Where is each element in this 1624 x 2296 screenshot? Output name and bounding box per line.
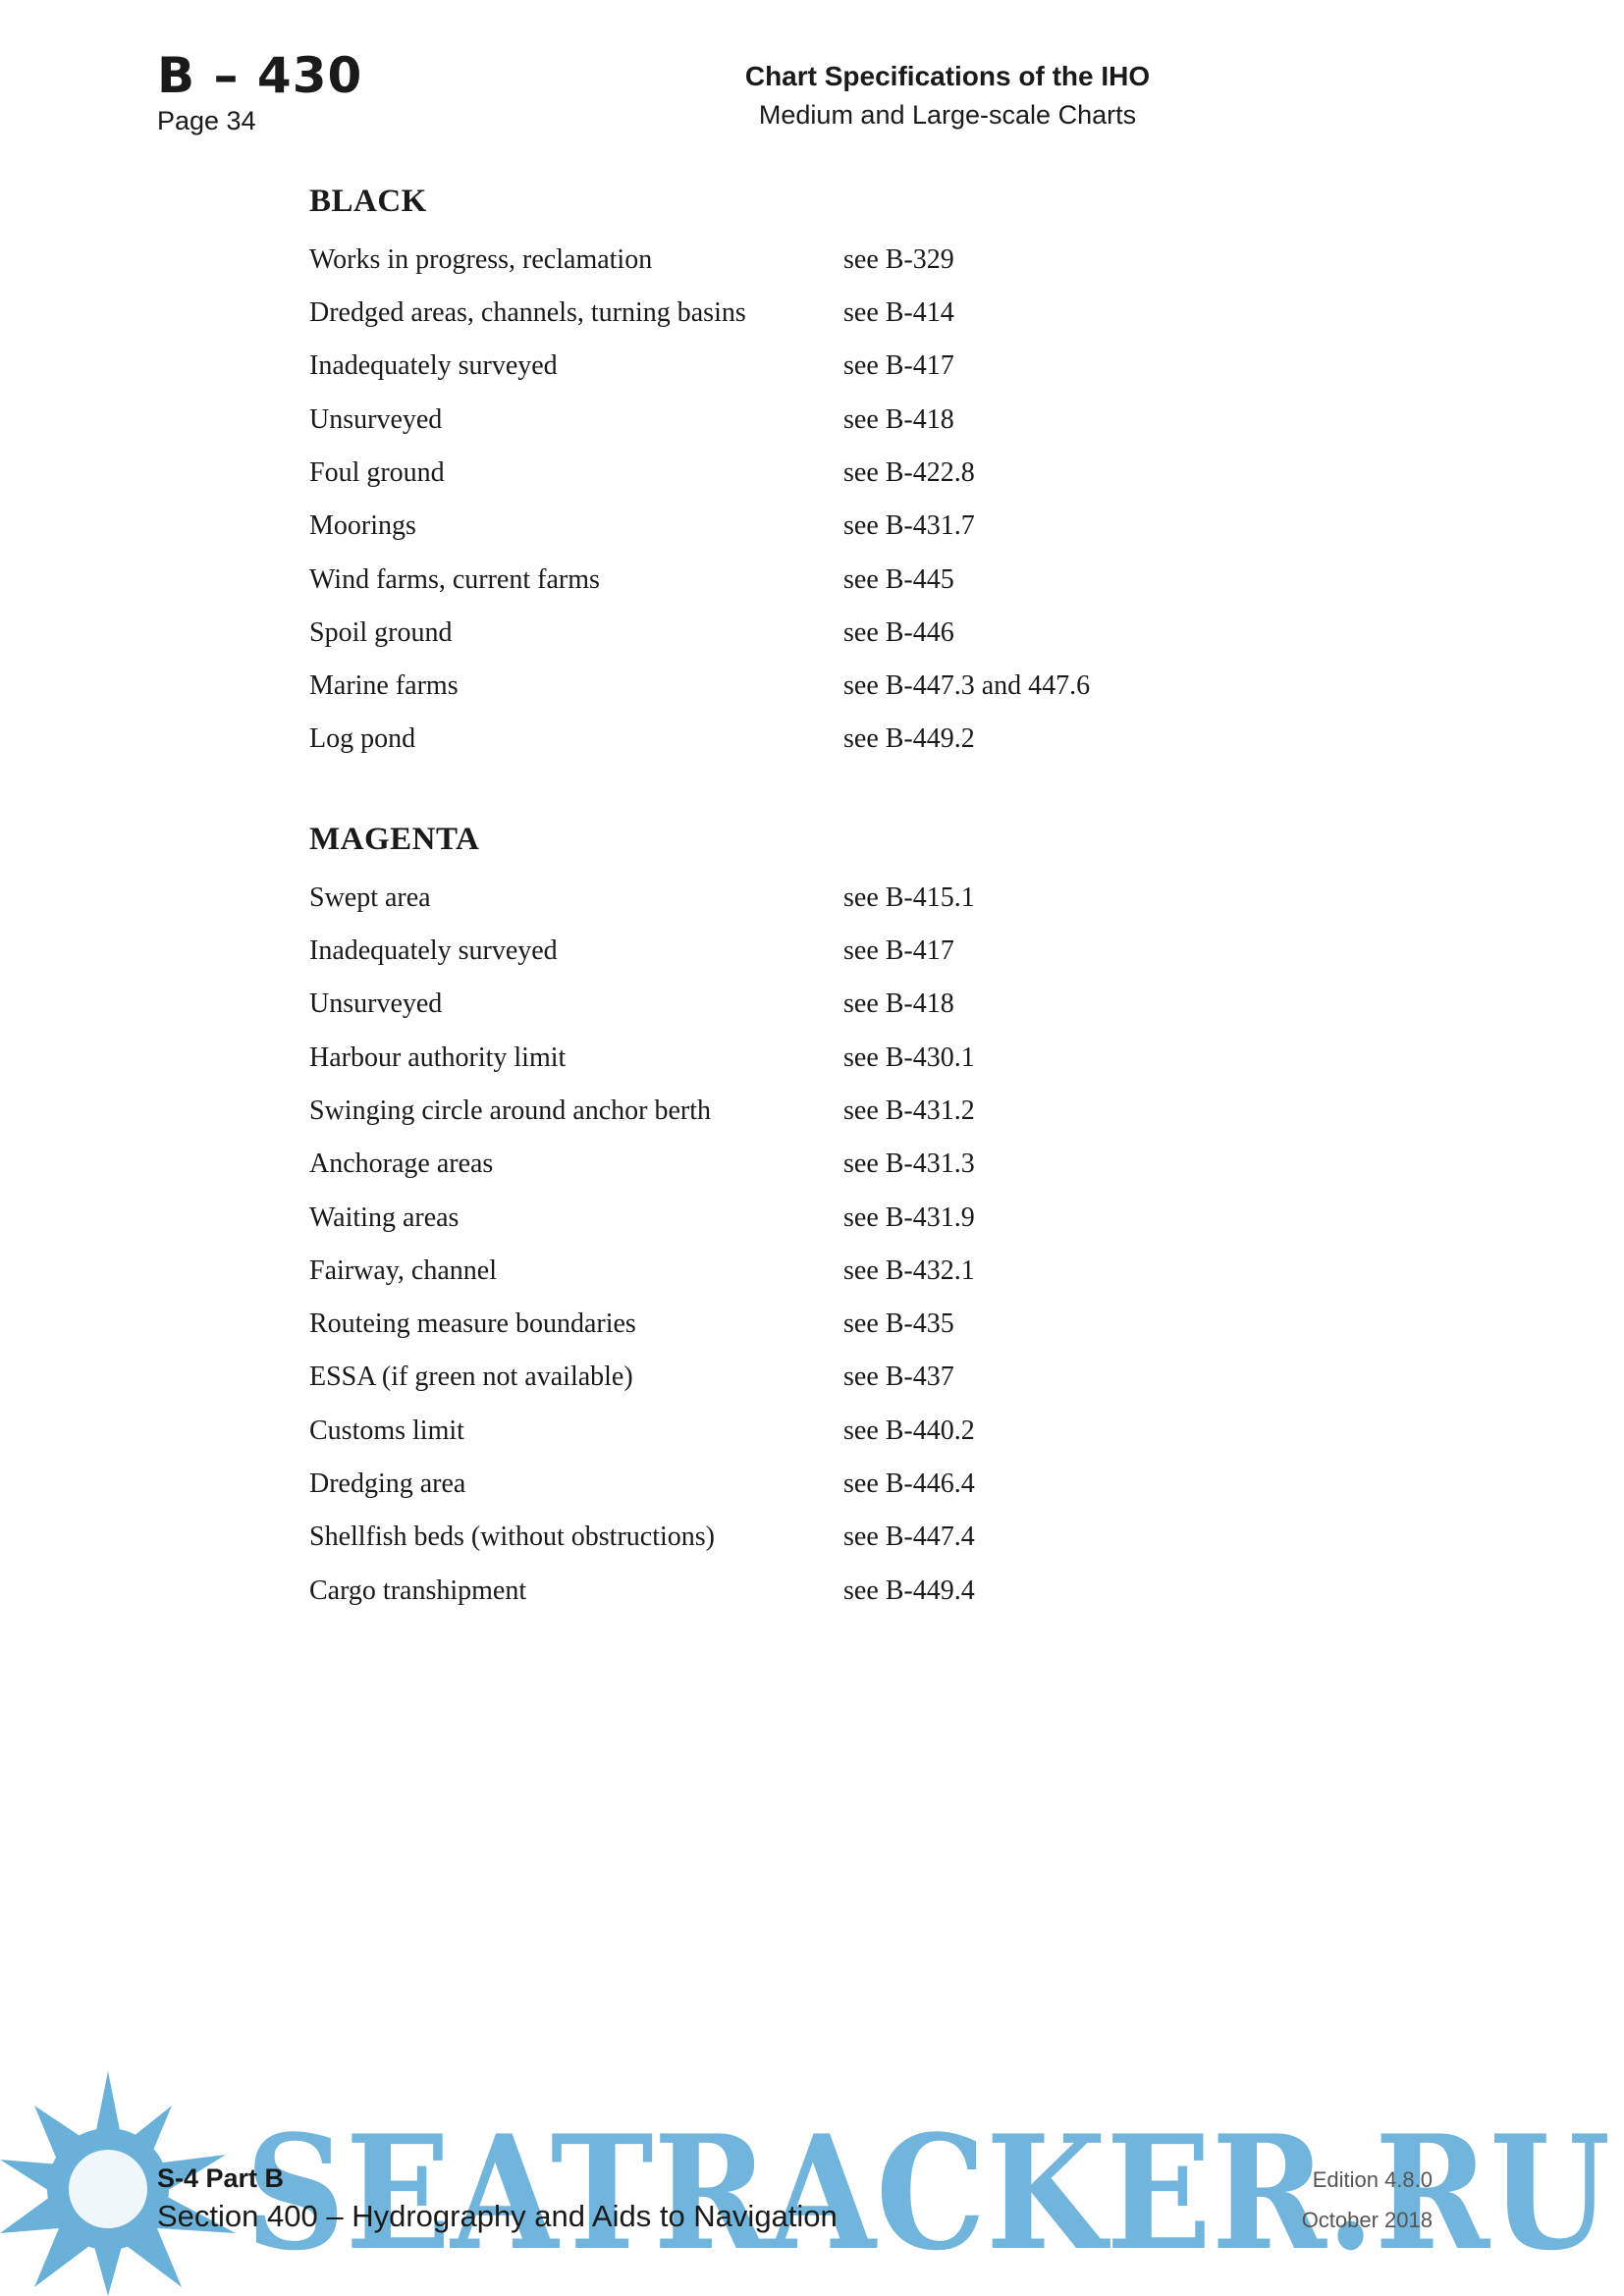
page-number: Page 34	[157, 106, 256, 135]
item-name: Routeing measure boundaries	[309, 1308, 636, 1340]
item-reference: see B-431.3	[843, 1148, 975, 1180]
list-item	[309, 500, 1193, 553]
list-item	[309, 925, 1193, 978]
footer-section: Section 400 – Hydrography and Aids to Navigation	[157, 2199, 838, 2233]
item-reference: see B-414	[843, 297, 954, 329]
magenta-section	[309, 821, 1193, 1618]
list-item	[309, 1245, 1193, 1298]
item-reference: see B-415.1	[843, 881, 975, 913]
black-section	[309, 183, 1193, 767]
item-name: Customs limit	[309, 1415, 464, 1446]
item-name: Marine farms	[309, 670, 459, 702]
list-item	[309, 1511, 1193, 1564]
list-item	[309, 1458, 1193, 1511]
item-name: Harbour authority limit	[309, 1041, 567, 1073]
list-item	[309, 1031, 1193, 1084]
item-name: Log pond	[309, 723, 416, 755]
item-name: Works in progress, reclamation	[309, 243, 653, 275]
list-item	[309, 393, 1193, 446]
document-title: Chart Specifications of the IHO	[744, 61, 1151, 91]
item-reference: see B-431.2	[843, 1095, 975, 1126]
item-reference: see B-437	[843, 1362, 954, 1393]
list-item	[309, 607, 1193, 660]
item-reference: see B-435	[843, 1308, 954, 1340]
item-name: Foul ground	[309, 456, 445, 488]
item-reference: see B-329	[843, 243, 954, 275]
list-item	[309, 872, 1193, 925]
list-item	[309, 1191, 1193, 1244]
section-heading-black: BLACK	[309, 184, 427, 219]
item-reference: see B-440.2	[843, 1415, 975, 1446]
footer-edition: Edition 4.8.0	[1312, 2167, 1433, 2192]
list-item	[309, 713, 1193, 766]
footer-part: S-4 Part B	[157, 2163, 285, 2193]
list-item	[309, 234, 1193, 287]
item-reference: see B-418	[843, 988, 954, 1020]
list-item	[309, 1138, 1193, 1191]
list-item	[309, 1564, 1193, 1617]
item-name: Unsurveyed	[309, 403, 443, 435]
footer-date: October 2018	[1301, 2208, 1433, 2232]
item-name: Waiting areas	[309, 1201, 460, 1233]
item-reference: see B-417	[843, 350, 954, 382]
item-name: Moorings	[309, 510, 416, 542]
item-name: Dredged areas, channels, turning basins	[309, 297, 746, 329]
item-name: Fairway, channel	[309, 1255, 497, 1286]
item-name: Anchorage areas	[309, 1148, 494, 1180]
item-reference: see B-447.4	[843, 1522, 975, 1553]
list-item	[309, 287, 1193, 340]
item-reference: see B-432.1	[843, 1255, 975, 1286]
list-item	[309, 978, 1193, 1031]
item-name: Spoil ground	[309, 616, 453, 648]
item-reference: see B-430.1	[843, 1041, 975, 1073]
list-item	[309, 1405, 1193, 1458]
item-reference: see B-449.4	[843, 1575, 975, 1606]
item-name: Dredging area	[309, 1468, 466, 1499]
list-item	[309, 660, 1193, 713]
item-reference: see B-431.7	[843, 510, 975, 542]
list-item	[309, 340, 1193, 393]
item-name: ESSA (if green not available)	[309, 1362, 633, 1393]
document-code: B – 430	[157, 47, 363, 104]
list-item	[309, 1351, 1193, 1404]
document-subtitle: Medium and Large-scale Charts	[758, 100, 1137, 130]
item-reference: see B-445	[843, 563, 954, 595]
item-name: Inadequately surveyed	[309, 350, 558, 382]
item-name: Swept area	[309, 881, 431, 913]
black-list	[309, 234, 1193, 767]
item-name: Swinging circle around anchor berth	[309, 1095, 711, 1126]
item-reference: see B-446.4	[843, 1468, 975, 1499]
item-reference: see B-417	[843, 935, 954, 967]
item-reference: see B-449.2	[843, 723, 975, 755]
item-reference: see B-431.9	[843, 1201, 975, 1233]
item-reference: see B-446	[843, 616, 954, 648]
item-reference: see B-422.8	[843, 456, 975, 488]
list-item	[309, 553, 1193, 606]
item-reference: see B-447.3 and 447.6	[843, 670, 1091, 702]
item-name: Inadequately surveyed	[309, 935, 558, 967]
item-name: Unsurveyed	[309, 988, 443, 1020]
section-heading-magenta: MAGENTA	[309, 822, 480, 857]
item-name: Shellfish beds (without obstructions)	[309, 1522, 715, 1553]
list-item	[309, 1085, 1193, 1138]
item-name: Cargo transhipment	[309, 1575, 527, 1606]
item-reference: see B-418	[843, 403, 954, 435]
list-item	[309, 1298, 1193, 1351]
watermark-text: SEATRACKER.RU	[245, 2101, 1610, 2285]
item-name: Wind farms, current farms	[309, 563, 600, 595]
list-item	[309, 447, 1193, 500]
magenta-list	[309, 872, 1193, 1618]
